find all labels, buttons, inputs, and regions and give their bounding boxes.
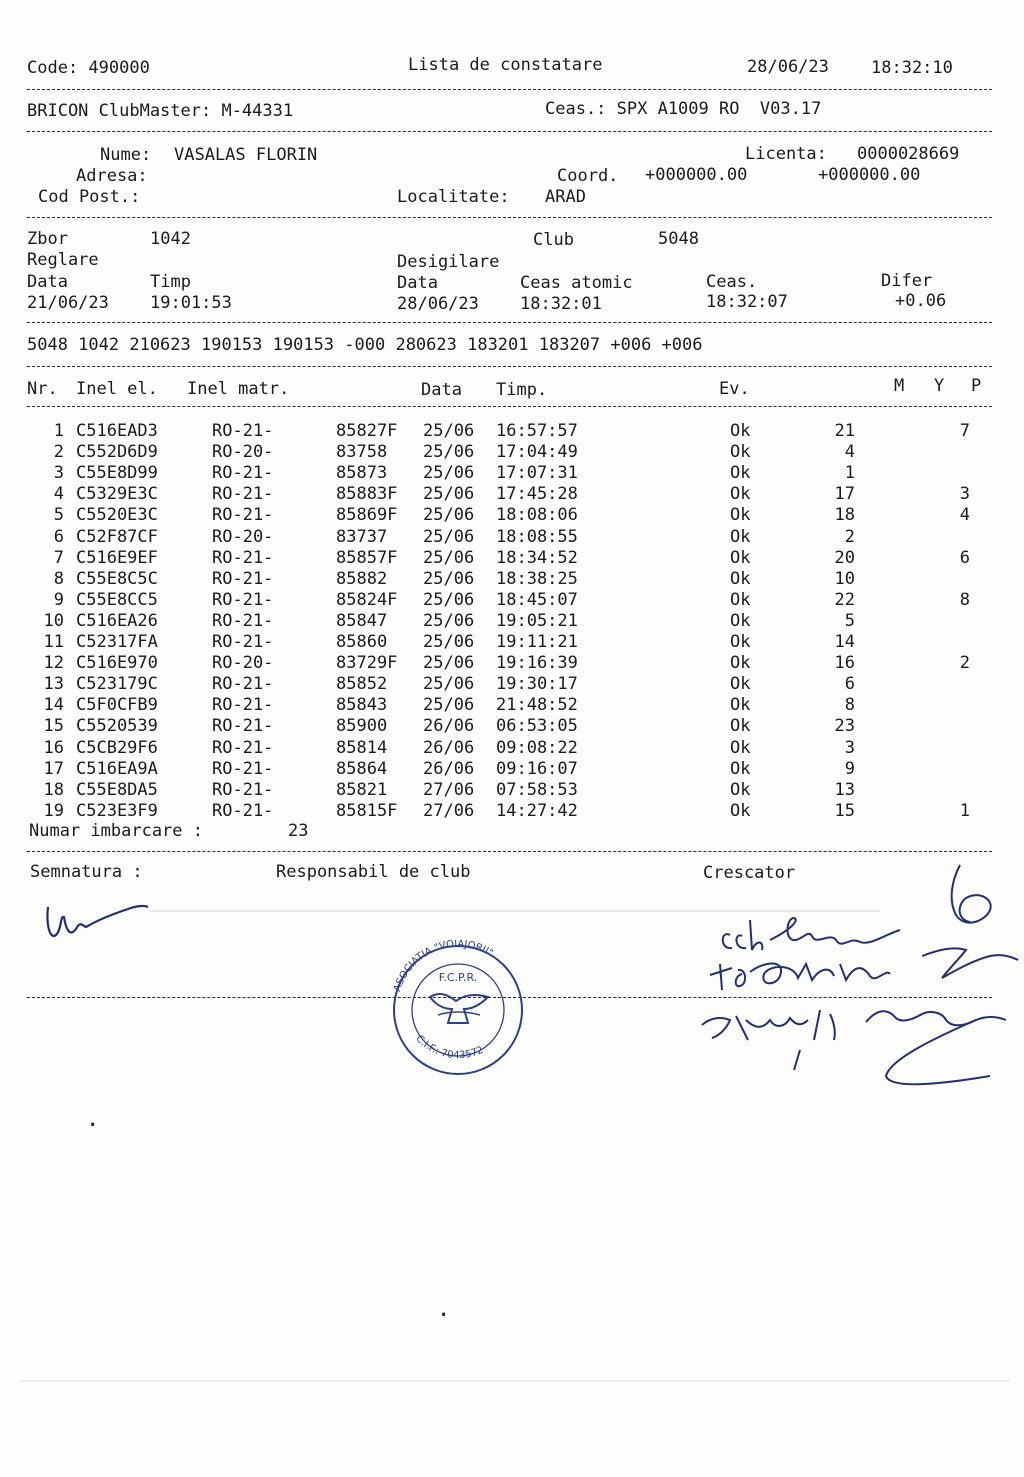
row-p: 4 <box>959 505 970 526</box>
row-ring-prefix: RO-20- <box>212 442 274 463</box>
row-nr: 16 <box>43 737 64 758</box>
row-inel-matr: 85852 <box>336 674 388 695</box>
timp-label: Timp <box>150 272 191 292</box>
crescator-signatures <box>690 860 1020 1095</box>
row-inel-matr: 85882 <box>336 568 388 589</box>
row-data: 26/06 <box>423 716 475 737</box>
row-ring-prefix: RO-21- <box>212 800 274 821</box>
reglare-label: Reglare <box>27 250 99 270</box>
row-inel-el: C52F87CF <box>76 526 158 547</box>
row-inel-matr: 85847 <box>336 610 388 631</box>
divider <box>27 131 992 132</box>
club-stamp <box>378 935 538 1080</box>
row-p: 1 <box>959 800 970 821</box>
row-nr: 8 <box>53 568 64 589</box>
row-data: 25/06 <box>423 484 475 505</box>
row-ev: Ok <box>730 716 751 737</box>
row-inel-el: C55E8D99 <box>76 463 158 484</box>
row-nr: 11 <box>43 632 64 652</box>
row-ev: Ok <box>730 568 751 589</box>
difer-label: Difer <box>881 271 933 291</box>
row-inel-el: C5329E3C <box>76 484 158 505</box>
divider <box>27 89 992 90</box>
row-data: 25/06 <box>423 505 475 526</box>
print-date: 28/06/23 <box>747 57 829 77</box>
row-inel-matr: 85883F <box>336 484 398 505</box>
stamp-bottom-text: C.I.F.: 7043572 <box>413 1033 486 1062</box>
row-inel-el: C523E3F9 <box>76 800 158 821</box>
row-timp: 19:05:21 <box>496 610 578 631</box>
summary-line: 5048 1042 210623 190153 190153 -000 280623 183201 183207 +006 +006 <box>27 335 703 355</box>
table-row <box>0 611 1024 632</box>
coord-label: Coord. <box>557 166 619 186</box>
row-ring-prefix: RO-21- <box>212 758 274 779</box>
divider <box>27 322 992 323</box>
row-ev: Ok <box>730 653 751 674</box>
row-timp: 16:57:57 <box>496 421 578 441</box>
row-p: 2 <box>959 653 970 674</box>
owner-name: VASALAS FLORIN <box>174 145 318 165</box>
row-inel-matr: 83737 <box>336 526 388 547</box>
reglare-date: 21/06/23 <box>27 293 109 313</box>
row-m: 14 <box>834 632 855 652</box>
row-m: 1 <box>844 463 855 484</box>
row-data: 25/06 <box>423 442 475 463</box>
row-data: 25/06 <box>423 589 475 610</box>
row-nr: 17 <box>43 758 64 779</box>
row-nr: 3 <box>53 463 64 484</box>
row-p: 8 <box>959 589 970 610</box>
row-data: 26/06 <box>423 758 475 779</box>
localitate-value: ARAD <box>545 187 586 207</box>
coord-y: +000000.00 <box>818 165 921 185</box>
row-timp: 21:48:52 <box>496 695 578 716</box>
row-ev: Ok <box>730 589 751 610</box>
row-ev: Ok <box>730 505 751 526</box>
col-inel-el: Inel el. <box>76 379 158 399</box>
row-inel-matr: 85857F <box>336 547 398 568</box>
row-ring-prefix: RO-21- <box>212 610 274 631</box>
row-timp: 09:16:07 <box>496 758 578 779</box>
row-p: 7 <box>959 421 970 441</box>
row-ring-prefix: RO-21- <box>212 716 274 737</box>
responsabil-label: Responsabil de club <box>276 862 471 882</box>
coord-x: +000000.00 <box>645 165 748 185</box>
localitate-label: Localitate: <box>397 187 510 207</box>
row-nr: 19 <box>43 800 64 821</box>
row-ev: Ok <box>730 737 751 758</box>
row-ring-prefix: RO-20- <box>212 526 274 547</box>
row-ev: Ok <box>730 610 751 631</box>
row-nr: 9 <box>53 589 64 610</box>
svg-text:C.I.F.: 7043572 <box>413 1033 485 1061</box>
row-m: 2 <box>844 526 855 547</box>
row-inel-el: C52317FA <box>76 632 158 652</box>
row-ring-prefix: RO-21- <box>212 421 274 441</box>
cod-post-label: Cod Post.: <box>38 187 141 207</box>
row-ev: Ok <box>730 800 751 821</box>
divider <box>27 406 992 407</box>
divider <box>27 851 992 852</box>
club-label: Club <box>533 230 574 250</box>
row-m: 8 <box>844 695 855 716</box>
col-inel-matr: Inel matr. <box>187 379 290 399</box>
col-p: P <box>971 376 982 396</box>
reglare-time: 19:01:53 <box>150 293 232 313</box>
numar-label: Numar imbarcare : <box>29 821 203 841</box>
row-inel-matr: 85815F <box>336 800 398 821</box>
row-timp: 18:08:06 <box>496 505 578 526</box>
row-data: 25/06 <box>423 632 475 652</box>
row-m: 4 <box>844 442 855 463</box>
row-inel-matr: 83758 <box>336 442 388 463</box>
zbor-value: 1042 <box>150 229 191 249</box>
row-ring-prefix: RO-21- <box>212 547 274 568</box>
table-row <box>0 738 1024 759</box>
row-inel-matr: 85873 <box>336 463 388 484</box>
row-ev: Ok <box>730 547 751 568</box>
clock-id: Ceas.: SPX A1009 RO V03.17 <box>545 99 822 119</box>
row-nr: 10 <box>43 610 64 631</box>
row-inel-el: C55E8C5C <box>76 568 158 589</box>
row-data: 25/06 <box>423 695 475 716</box>
row-m: 18 <box>834 505 855 526</box>
row-timp: 19:11:21 <box>496 632 578 652</box>
club-value: 5048 <box>658 229 699 249</box>
row-inel-el: C55E8DA5 <box>76 779 158 800</box>
difference: +0.06 <box>895 291 947 311</box>
row-data: 25/06 <box>423 526 475 547</box>
speck: . <box>86 1107 100 1132</box>
row-timp: 09:08:22 <box>496 737 578 758</box>
row-ev: Ok <box>730 758 751 779</box>
speck: . <box>437 1297 451 1322</box>
row-nr: 14 <box>43 695 64 716</box>
row-ring-prefix: RO-21- <box>212 463 274 484</box>
row-m: 16 <box>834 653 855 674</box>
row-m: 15 <box>834 800 855 821</box>
row-data: 27/06 <box>423 779 475 800</box>
table-row <box>0 484 1024 505</box>
row-ring-prefix: RO-21- <box>212 632 274 652</box>
row-inel-matr: 85821 <box>336 779 388 800</box>
row-m: 22 <box>834 589 855 610</box>
row-ring-prefix: RO-21- <box>212 737 274 758</box>
row-ring-prefix: RO-21- <box>212 568 274 589</box>
licenta-value: 0000028669 <box>857 144 960 164</box>
table-row <box>0 527 1024 548</box>
semnatura-label: Semnatura : <box>30 862 143 882</box>
row-m: 13 <box>834 779 855 800</box>
row-nr: 1 <box>53 421 64 441</box>
row-ev: Ok <box>730 695 751 716</box>
row-ring-prefix: RO-21- <box>212 695 274 716</box>
table-row <box>0 463 1024 484</box>
row-inel-matr: 85869F <box>336 505 398 526</box>
row-inel-matr: 85860 <box>336 632 388 652</box>
row-data: 25/06 <box>423 421 475 441</box>
row-ev: Ok <box>730 632 751 652</box>
row-inel-el: C516E9EF <box>76 547 158 568</box>
row-timp: 17:45:28 <box>496 484 578 505</box>
row-inel-el: C516EAD3 <box>76 421 158 441</box>
row-p: 6 <box>959 547 970 568</box>
row-timp: 07:58:53 <box>496 779 578 800</box>
row-ev: Ok <box>730 421 751 441</box>
row-data: 25/06 <box>423 674 475 695</box>
col-y: Y <box>934 376 945 396</box>
row-inel-matr: 85824F <box>336 589 398 610</box>
row-p: 3 <box>959 484 970 505</box>
table-row <box>0 780 1024 801</box>
row-data: 25/06 <box>423 653 475 674</box>
row-nr: 7 <box>53 547 64 568</box>
ceas-label: Ceas. <box>706 272 758 292</box>
row-data: 25/06 <box>423 568 475 589</box>
table-row <box>0 569 1024 590</box>
table-row <box>0 632 1024 653</box>
document-title: Lista de constatare <box>408 55 603 75</box>
col-timp: Timp. <box>496 380 548 400</box>
atomic-time: 18:32:01 <box>520 294 602 314</box>
row-ring-prefix: RO-21- <box>212 505 274 526</box>
row-timp: 19:16:39 <box>496 653 578 674</box>
data-label: Data <box>27 272 68 292</box>
nume-label: Nume: <box>100 145 152 165</box>
row-timp: 19:30:17 <box>496 674 578 695</box>
row-nr: 5 <box>53 505 64 526</box>
row-data: 25/06 <box>423 610 475 631</box>
row-inel-el: C5F0CFB9 <box>76 695 158 716</box>
table-row <box>0 759 1024 780</box>
row-inel-el: C55E8CC5 <box>76 589 158 610</box>
crescator-label: Crescator <box>703 863 796 883</box>
row-timp: 17:07:31 <box>496 463 578 484</box>
data-label-2: Data <box>397 273 438 293</box>
row-inel-matr: 85843 <box>336 695 388 716</box>
row-inel-el: C523179C <box>76 674 158 695</box>
table-row <box>0 801 1024 822</box>
row-m: 9 <box>844 758 855 779</box>
row-data: 26/06 <box>423 737 475 758</box>
row-timp: 18:08:55 <box>496 526 578 547</box>
row-ring-prefix: RO-21- <box>212 674 274 695</box>
ceas-atomic-label: Ceas atomic <box>520 273 633 293</box>
row-timp: 18:38:25 <box>496 568 578 589</box>
row-inel-matr: 85814 <box>336 737 388 758</box>
clock-time: 18:32:07 <box>706 292 788 312</box>
clubmaster-id: BRICON ClubMaster: M-44331 <box>27 101 294 121</box>
row-m: 17 <box>834 484 855 505</box>
table-row <box>0 653 1024 674</box>
row-inel-matr: 85900 <box>336 716 388 737</box>
semnatura-signature <box>40 895 155 950</box>
row-nr: 12 <box>43 653 64 674</box>
stamp-top-text: ASOCIATIA "VOIAJORII" <box>392 938 495 994</box>
row-timp: 14:27:42 <box>496 800 578 821</box>
row-m: 20 <box>834 547 855 568</box>
row-inel-matr: 85827F <box>336 421 398 441</box>
row-data: 25/06 <box>423 547 475 568</box>
row-nr: 6 <box>53 526 64 547</box>
scan-streak <box>20 1380 1010 1382</box>
row-inel-el: C516EA9A <box>76 758 158 779</box>
col-data: Data <box>421 380 462 400</box>
table-row <box>0 716 1024 737</box>
row-ev: Ok <box>730 526 751 547</box>
row-timp: 17:04:49 <box>496 442 578 463</box>
row-nr: 15 <box>43 716 64 737</box>
row-ev: Ok <box>730 779 751 800</box>
row-m: 6 <box>844 674 855 695</box>
licenta-label: Licenta: <box>745 144 827 164</box>
table-row <box>0 442 1024 463</box>
row-m: 10 <box>834 568 855 589</box>
table-row <box>0 695 1024 716</box>
row-inel-el: C516E970 <box>76 653 158 674</box>
row-inel-el: C5520E3C <box>76 505 158 526</box>
desigilare-label: Desigilare <box>397 252 500 272</box>
code-label: Code: 490000 <box>27 58 150 78</box>
row-ev: Ok <box>730 484 751 505</box>
row-ring-prefix: RO-21- <box>212 589 274 610</box>
row-inel-matr: 83729F <box>336 653 398 674</box>
table-row <box>0 421 1024 442</box>
col-ev: Ev. <box>719 379 750 399</box>
row-data: 27/06 <box>423 800 475 821</box>
row-ev: Ok <box>730 442 751 463</box>
row-ring-prefix: RO-21- <box>212 484 274 505</box>
table-row <box>0 590 1024 611</box>
row-inel-el: C516EA26 <box>76 610 158 631</box>
row-ring-prefix: RO-20- <box>212 653 274 674</box>
stamp-mid-text: F.C.P.R. <box>438 971 478 984</box>
zbor-label: Zbor <box>27 229 68 249</box>
col-m: M <box>894 376 905 396</box>
row-inel-el: C552D6D9 <box>76 442 158 463</box>
col-nr: Nr. <box>27 379 58 399</box>
row-data: 25/06 <box>423 463 475 484</box>
row-m: 5 <box>844 610 855 631</box>
divider <box>27 217 992 218</box>
row-inel-matr: 85864 <box>336 758 388 779</box>
row-nr: 18 <box>43 779 64 800</box>
row-ev: Ok <box>730 674 751 695</box>
row-m: 23 <box>834 716 855 737</box>
adresa-label: Adresa: <box>76 166 148 186</box>
print-time: 18:32:10 <box>871 58 953 78</box>
row-m: 3 <box>844 737 855 758</box>
divider <box>27 366 992 367</box>
row-timp: 18:34:52 <box>496 547 578 568</box>
desigilare-date: 28/06/23 <box>397 294 479 314</box>
row-ev: Ok <box>730 463 751 484</box>
table-row <box>0 674 1024 695</box>
table-row <box>0 548 1024 569</box>
row-m: 21 <box>834 421 855 441</box>
row-nr: 13 <box>43 674 64 695</box>
row-nr: 2 <box>53 442 64 463</box>
numar-value: 23 <box>288 821 309 841</box>
row-inel-el: C5CB29F6 <box>76 737 158 758</box>
row-inel-el: C5520539 <box>76 716 158 737</box>
row-timp: 18:45:07 <box>496 589 578 610</box>
table-row <box>0 505 1024 526</box>
row-nr: 4 <box>53 484 64 505</box>
row-timp: 06:53:05 <box>496 716 578 737</box>
row-ring-prefix: RO-21- <box>212 779 274 800</box>
